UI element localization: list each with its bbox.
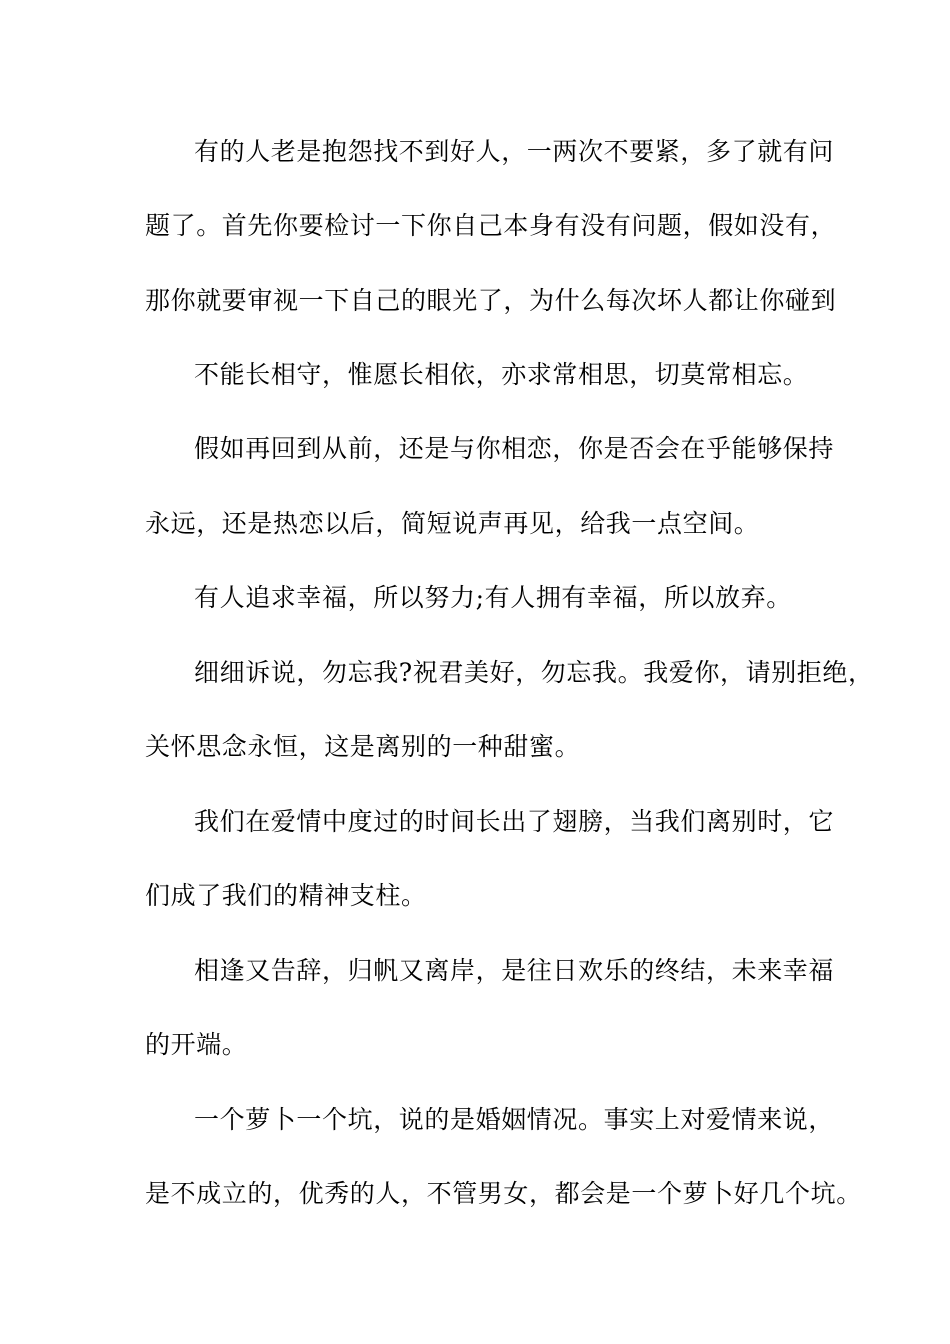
text-line: 关怀思念永恒，这是离别的一种甜蜜。 xyxy=(145,732,581,761)
text-line: 有的人老是抱怨找不到好人，一两次不要紧，多了就有问 xyxy=(194,137,835,166)
text-line: 相逢又告辞，归帆又离岸，是往日欢乐的终结，未来幸福 xyxy=(194,956,835,985)
text-line: 的开端。 xyxy=(145,1030,248,1059)
text-line: 们成了我们的精神支柱。 xyxy=(145,881,427,910)
text-line: 假如再回到从前，还是与你相恋，你是否会在乎能够保持 xyxy=(194,434,835,463)
text-line: 细细诉说，勿忘我?祝君美好，勿忘我。我爱你，请别拒绝， xyxy=(194,658,874,687)
text-line: 那你就要审视一下自己的眼光了，为什么每次坏人都让你碰到 xyxy=(145,286,837,315)
text-line: 不能长相守，惟愿长相依，亦求常相思，切莫常相忘。 xyxy=(194,360,809,389)
text-line: 我们在爱情中度过的时间长出了翅膀，当我们离别时，它 xyxy=(194,807,835,836)
text-line: 题了。首先你要检讨一下你自己本身有没有问题，假如没有， xyxy=(145,211,837,240)
text-line: 有人追求幸福，所以努力;有人拥有幸福，所以放弃。 xyxy=(194,583,792,612)
text-line: 是不成立的，优秀的人，不管男女，都会是一个萝卜好几个坑。 xyxy=(145,1179,862,1208)
text-line: 永远，还是热恋以后，简短说声再见，给我一点空间。 xyxy=(145,509,760,538)
text-line: 一个萝卜一个坑，说的是婚姻情况。事实上对爱情来说， xyxy=(194,1105,835,1134)
